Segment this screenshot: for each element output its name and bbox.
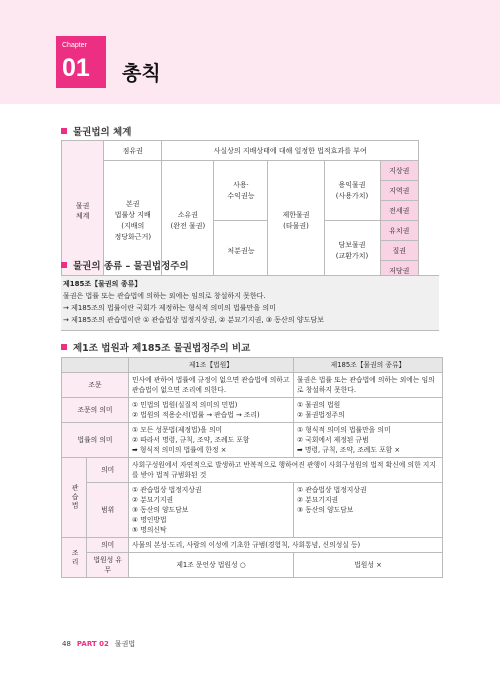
chapter-label: Chapter xyxy=(62,42,87,49)
row-label: 법률의 의미 xyxy=(62,423,129,458)
right-item: 유치권 xyxy=(380,221,418,241)
sub-label: 범위 xyxy=(87,483,129,538)
cell-b: ① 물권의 법원 ② 물권법정주의 xyxy=(294,398,443,423)
right-item: 전세권 xyxy=(380,201,418,221)
cell-a: 민사에 관하여 법률에 규정이 없으면 관습법에 의하고 관습법이 없으면 조리에 의한다. xyxy=(129,373,294,398)
section-title: 물권법의 체계 xyxy=(73,127,132,138)
subject-label: 물권법 xyxy=(114,640,136,648)
page-footer xyxy=(62,639,135,649)
cell-b: ① 형식적 의미의 법률만을 의미 ② 국회에서 제정된 규범 ➡ 명령, 규칙, 조약, 조례도 포함 × xyxy=(294,423,443,458)
right-item: 저당권 xyxy=(380,261,418,281)
section-heading-1 xyxy=(61,124,131,138)
part-label: PART 02 xyxy=(76,640,109,648)
row-label: 물권 체계 xyxy=(62,141,104,281)
cell-security-rights: 담보물권 (교환가치) xyxy=(324,221,380,281)
head-article185: 제185조【물권의 종류】 xyxy=(294,358,443,373)
head-possession-desc: 사실상의 지배상태에 대해 일정한 법적효과를 부여 xyxy=(162,141,419,161)
cell-b: 물권은 법률 또는 관습법에 의하는 외에는 임의로 창설하지 못한다. xyxy=(294,373,443,398)
comparison-table xyxy=(61,357,443,578)
row-label: 조문의 의미 xyxy=(62,398,129,423)
custom-law-label: 관습법 xyxy=(62,458,87,538)
square-bullet-icon xyxy=(61,344,67,350)
head-article1: 제1조【법원】 xyxy=(129,358,294,373)
chapter-title: 총칙 xyxy=(122,61,161,85)
section-heading-3 xyxy=(61,340,250,354)
row-label: 조문 xyxy=(62,373,129,398)
section-title: 물권의 종류 – 물권법정주의 xyxy=(73,261,189,272)
jori-label: 조리 xyxy=(62,538,87,578)
right-item: 지상권 xyxy=(380,161,418,181)
sub-label: 의미 xyxy=(87,538,129,553)
article-note: → 제185조의 관습법이란 ① 관습법상 법정지상권, ② 분묘기지권, ③ 동산의 양도담보 xyxy=(63,316,324,324)
cell-a: ① 모든 성문법(제정법)을 의미 ② 따라서 명령, 규칙, 조약, 조례도 포함 ➡ 형식적 의미의 법률에 한정 × xyxy=(129,423,294,458)
cell-disposal: 처분권능 xyxy=(214,221,268,281)
square-bullet-icon xyxy=(61,262,67,268)
chapter-number: 01 xyxy=(62,54,90,82)
sub-label: 의미 xyxy=(87,458,129,483)
cell-a: ① 민법의 법원(실질적 의미의 민법) ② 법원의 적용순서(법률 → 관습법 → 조리) xyxy=(129,398,294,423)
article-185-box xyxy=(61,275,439,331)
cell-bonkwon: 본권 법률상 지배 (지배의 정당화근거) xyxy=(104,161,162,281)
custom-scope-a: ① 관습법상 법정지상권 ② 분묘기지권 ③ 동산의 양도담보 ④ 명인방법 ⑤ 명의신탁 xyxy=(129,483,294,538)
article-text: 물권은 법률 또는 관습법에 의하는 외에는 임의로 창설하지 못한다. xyxy=(63,292,266,300)
custom-meaning: 사회구성원에서 자연적으로 발생하고 반복적으로 행하여진 관행이 사회구성원의 법적 확신에 의한 지지를 받아 법적 규범화된 것 xyxy=(129,458,443,483)
custom-scope-b: ① 관습법상 법정지상권 ② 분묘기지권 ③ 동산의 양도담보 xyxy=(294,483,443,538)
right-item: 질권 xyxy=(380,241,418,261)
section-heading-2 xyxy=(61,258,189,272)
section-title: 제1조 법원과 제185조 물권법정주의 비교 xyxy=(73,343,251,354)
article-heading: 제185조【물권의 종류】 xyxy=(63,280,142,288)
cell-usufruct: 용익물권 (사용가치) xyxy=(324,161,380,221)
head-possession: 점유권 xyxy=(104,141,162,161)
cell-limited-rights: 제한물권 (타물권) xyxy=(268,161,324,281)
square-bullet-icon xyxy=(61,128,67,134)
page-number: 48 xyxy=(62,640,71,648)
article-note: → 제185조의 법률이란 국회가 제정하는 형식적 의미의 법률만을 의미 xyxy=(63,304,276,312)
jori-source-a: 제1조 문언상 법원성 ○ xyxy=(129,553,294,578)
right-item: 지역권 xyxy=(380,181,418,201)
corner-cell xyxy=(62,358,129,373)
sub-label: 법원성 유무 xyxy=(87,553,129,578)
jori-source-b: 법원성 × xyxy=(294,553,443,578)
cell-ownership: 소유권 (완전 물권) xyxy=(162,161,214,281)
cell-use-benefit: 사용· 수익권능 xyxy=(214,161,268,221)
jori-meaning: 사물의 본성·도리, 사람의 이성에 기초한 규범(경험칙, 사회통념, 신의성실 등) xyxy=(129,538,443,553)
